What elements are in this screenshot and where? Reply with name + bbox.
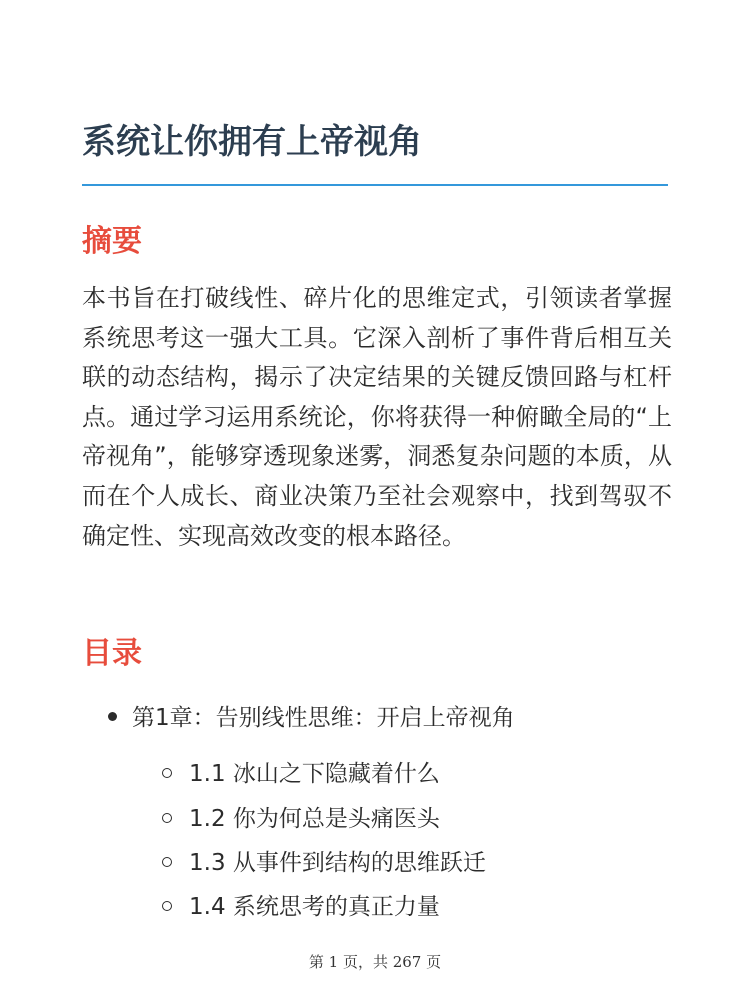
toc-heading: 目录	[82, 636, 142, 671]
circle-bullet-icon	[162, 813, 172, 823]
page-footer: 第 1 页，共 267 页	[308, 953, 442, 971]
toc-section-label: 1.1 冰山之下隐藏着什么	[189, 761, 440, 787]
circle-bullet-icon	[162, 901, 172, 911]
toc-chapter-label: 第1章：告别线性思维：开启上帝视角	[132, 705, 515, 731]
toc-section-item	[162, 802, 440, 836]
toc-section-label: 1.4 系统思考的真正力量	[189, 894, 440, 920]
toc-chapter-item	[108, 701, 515, 735]
title-divider	[82, 184, 668, 186]
circle-bullet-icon	[162, 768, 172, 778]
toc-section-label: 1.2 你为何总是头痛医头	[189, 806, 440, 832]
toc-section-item	[162, 757, 440, 791]
bullet-icon	[108, 712, 117, 721]
abstract-body: 本书旨在打破线性、碎片化的思维定式，引领读者掌握系统思考这一强大工具。它深入剖析了事件背后相互关联的动态结构，揭示了决定结果的关键反馈回路与杠杆点。通过学习运用系统论，你将获得一种俯瞰全局的“上帝视角”，能够穿透现象迷雾，洞悉复杂问题的本质，从而在个人成长、商业决策乃至社会观察中，找到驾驭不确定性、实现高效改变的根本路径。	[82, 284, 672, 550]
document-title: 系统让你拥有上帝视角	[82, 122, 422, 162]
circle-bullet-icon	[162, 857, 172, 867]
toc-section-label: 1.3 从事件到结构的思维跃迁	[189, 850, 486, 876]
toc-section-item	[162, 846, 486, 880]
toc-section-item	[162, 890, 440, 924]
abstract-heading: 摘要	[82, 224, 142, 259]
